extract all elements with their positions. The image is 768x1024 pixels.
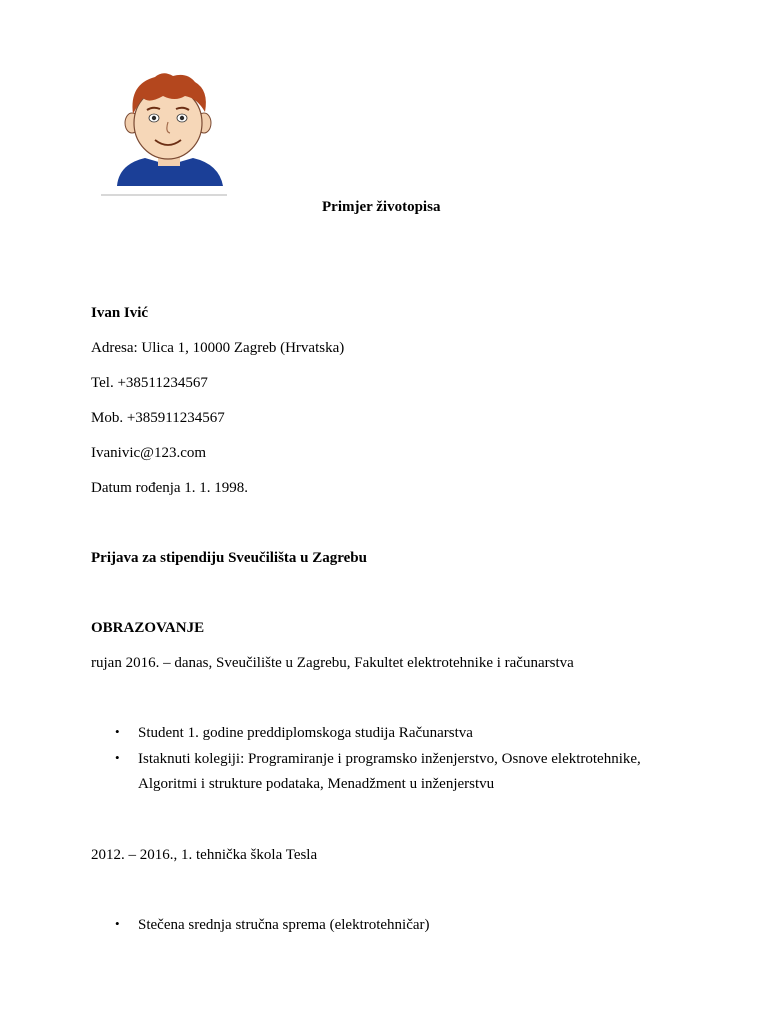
- education-entry-period: 2012. – 2016., 1. tehnička škola Tesla: [91, 847, 318, 863]
- bullet-marker: •: [115, 916, 120, 931]
- education-bullet: Student 1. godine preddiplomskoga studija Računarstva: [138, 725, 473, 741]
- education-bullet-continuation: Algoritmi i strukture podataka, Menadžment u inženjerstvu: [138, 776, 495, 792]
- document-title: Primjer životopisa: [322, 199, 441, 215]
- birth-date-line: Datum rođenja 1. 1. 1998.: [91, 480, 249, 496]
- mobile-line: Mob. +385911234567: [91, 410, 225, 426]
- bullet-marker: •: [115, 750, 120, 765]
- application-heading: Prijava za stipendiju Sveučilišta u Zagrebu: [91, 550, 367, 566]
- person-name: Ivan Ivić: [91, 305, 149, 321]
- address-line: Adresa: Ulica 1, 10000 Zagreb (Hrvatska): [91, 340, 345, 356]
- education-entry-period: rujan 2016. – danas, Sveučilište u Zagrebu, Fakultet elektrotehnike i računarstva: [91, 655, 574, 671]
- bullet-marker: •: [115, 724, 120, 739]
- education-bullet: Stečena srednja stručna sprema (elektrotehničar): [138, 917, 430, 933]
- avatar-illustration: [97, 68, 239, 200]
- email-line: Ivanivic@123.com: [91, 445, 207, 461]
- phone-line: Tel. +38511234567: [91, 375, 208, 391]
- education-heading: OBRAZOVANJE: [91, 620, 205, 636]
- education-bullet: Istaknuti kolegiji: Programiranje i programsko inženjerstvo, Osnove elektrotehnike,: [138, 751, 641, 767]
